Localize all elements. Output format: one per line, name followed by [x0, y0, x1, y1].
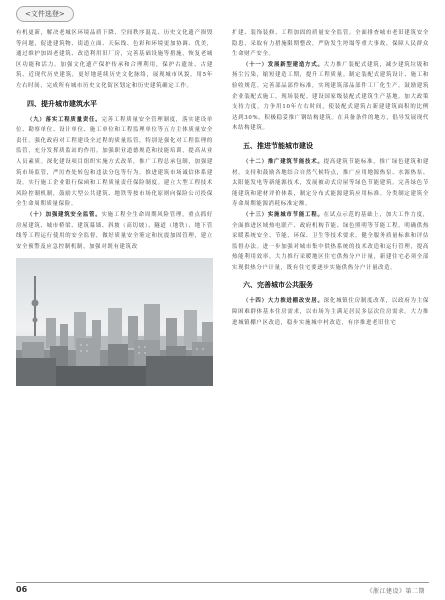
page-number: 06 — [16, 585, 28, 594]
paragraph-text: 提高建筑节能标准，推广绿色建筑和建材。支持和鼓励各地结合自然气候特点，推广应用地源热泵、水源热泵、太阳能发电等新能源技术，发展被动式房屋等绿色节能建筑。完善绿色节能建筑和建材评价体系，制定分布式能源建筑应用标准。分类制定建筑全寿命周期能源消耗标准定额。 — [232, 158, 429, 208]
paragraph-text: 在试点示范的基础上，加大工作力度，全面推进区域热电联产、政府机构节能、绿色照明等节能工程。明确供热采暖系统安全、节能、环保、卫生等技术要求，健全服务质量标准和评估监督办法。进一步加强对城市集中供热系统的技术改造和运行管理，提高热能利用效率。大力推行采暖地区住宅供热分户计量，新建住宅必须全部实现供热分户计量，既有住宅要逐步实施供热分户计量改造。 — [232, 211, 429, 271]
paragraph-text: 深化城镇住房制度改革，以政府为主保障困难群体基本住房需求，以市场为主满足居民多层次住房需求。大力推进城镇棚户区改造，稳步实施城中村改造，有序推进老旧住宅 — [232, 298, 429, 326]
city-skyline-photo — [16, 258, 213, 386]
paragraph-lead: （十四）大力推进棚改安居。 — [243, 298, 324, 305]
footer-divider — [16, 582, 429, 583]
paragraph — [232, 210, 429, 274]
paragraph-text: 完善工程质量安全管理制度，落实建设单位、勘察单位、设计单位、施工单位和工程监理单位等五方主体质量安全责任。强化政府对工程建设全过程的质量监管，特别是强化对工程监理的监管，充分发挥质监站的作用。加强职业道德规范和技能培训，提高从业人员素质。深化建设项目组织实施方式改革，推广工程总承包制，加强建筑市场监管，严厉查处转包和违法分包等行为，推进建筑市场诚信体系建设。实行施工企业银行保函和工程质量责任保险制度。建立大型工程技术风险控制机制，鼓励大型公共建筑、地铁等按市场化原则向保险公司投保全生命周期质量保险。 — [16, 116, 213, 208]
section-heading: 六、完善城市公共服务 — [243, 281, 313, 290]
paragraph-text: 实施工程全生命周期风险管理，重点抓好房屋建筑、城市桥梁、建筑幕墙、斜坡（高切坡）、隧道（地铁）、地下管线等工程运行使用的安全监督，做好质量安全鉴定和抗震加固管理，建立安全预警及应急控制机制。加强对既有建筑改 — [16, 211, 213, 250]
paragraph: 扩建、装饰装修、工程加固的质量安全监管。全面排查城市老旧建筑安全隐患，采取有力措施限期整改，严防发生垮塌等重大事故，保障人民群众生命财产安全。 — [232, 30, 429, 58]
paragraph — [16, 210, 213, 252]
paragraph-text: 大力推广装配式建筑，减少建筑垃圾和扬尘污染，缩短建造工期，提升工程质量。制定装配式建筑设计、施工和验收规范。完善部品部件标准，实现建筑部品部件工厂化生产。鼓励建筑企业装配式施工，现场装配。建设国家级装配式建筑生产基地。加大政策支持力度，力争用10年左右时间，使装配式建筑占新建建筑面积的比例达到30%。积极稳妥推广钢结构建筑。在具备条件的地方，倡导发展现代木结构建筑。 — [232, 61, 429, 132]
journal-issue: 《浙江建设》第二期 — [366, 588, 425, 595]
paragraph-lead: （十三）实施城市节能工程。 — [243, 211, 324, 218]
paragraph — [232, 60, 429, 134]
paragraph-lead: （九）落实工程质量责任。 — [27, 116, 102, 123]
paragraph — [16, 115, 213, 210]
skyline-illustration — [16, 258, 213, 386]
paragraph: 有机更新，解决老城区环境品质下降、空间秩序混乱、历史文化遗产损毁等问题，促进建筑物、街道立面、天际线、色彩和环境更加协调、优美，通过维护加固老建筑、改造利用旧厂房，完善基础设施等措施，恢复老城区功能和活力。加强文化遗产保护传承和合理利用，保护古遗址、古建筑、近现代历史建筑，更好地延续历史文化脉络，展现城市风貌。用5年左右时间，完成所有城市历史文化街区划定和历史建筑确定工作。 — [16, 30, 213, 89]
section-tag: <文件选登> — [16, 6, 74, 22]
section-heading: 五、推进节能城市建设 — [243, 141, 313, 150]
left-column — [16, 28, 213, 386]
paragraph-lead: （十）加强建筑安全监管。 — [27, 211, 102, 218]
paragraph — [232, 296, 429, 328]
paragraph-lead: （十二）推广建筑节能技术。 — [243, 158, 324, 165]
paragraph — [232, 157, 429, 210]
section-heading: 四、提升城市建筑水平 — [27, 99, 97, 108]
paragraph-lead: （十一）发展新型建造方式。 — [243, 61, 324, 68]
right-column — [232, 28, 429, 328]
